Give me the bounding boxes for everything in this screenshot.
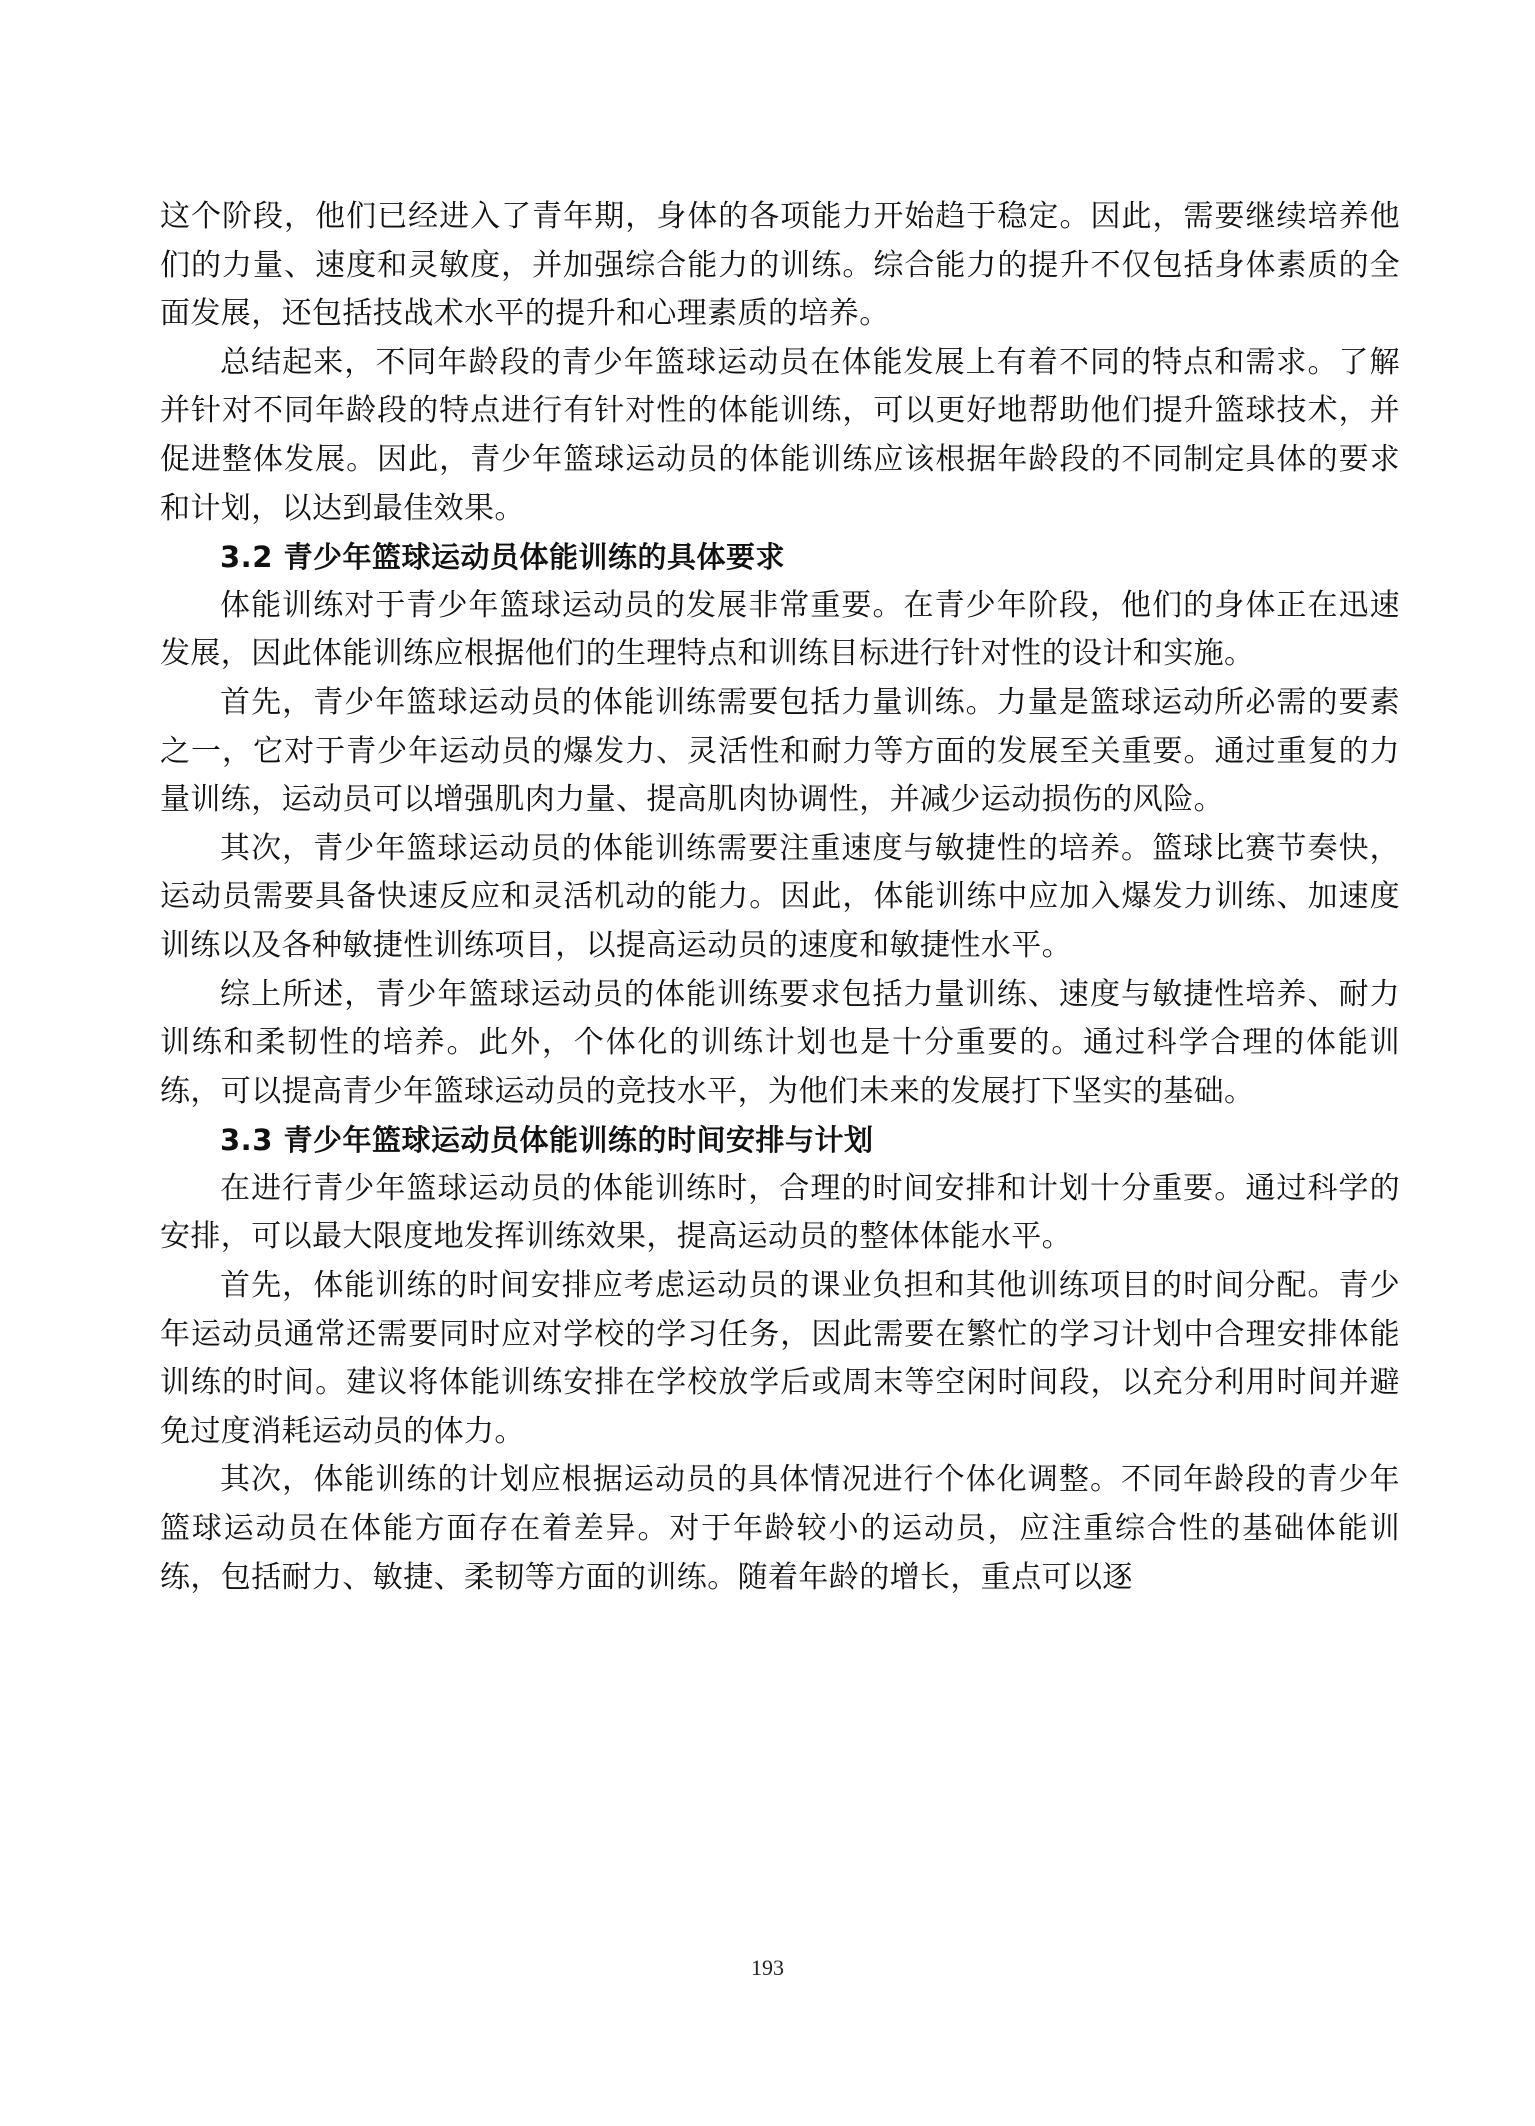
paragraph-schedule-intro: 在进行青少年篮球运动员的体能训练时，合理的时间安排和计划十分重要。通过科学的安排，可以最大限度地发挥训练效果，提高运动员的整体体能水平。 [160, 1170, 1400, 1255]
paragraph-continuation: 这个阶段，他们已经进入了青年期，身体的各项能力开始趋于稳定。因此，需要继续培养他们的力量、速度和灵敏度，并加强综合能力的训练。综合能力的提升不仅包括身体素质的全面发展，还包括技战术水平的提升和心理素质的培养。 [160, 199, 1400, 332]
page-number: 193 [751, 1955, 784, 1980]
paragraph-conclusion: 综上所述，青少年篮球运动员的体能训练要求包括力量训练、速度与敏捷性培养、耐力训练和柔韧性的培养。此外，个体化的训练计划也是十分重要的。通过科学合理的体能训练，可以提高青少年篮球运动员的竞技水平，为他们未来的发展打下坚实的基础。 [160, 976, 1400, 1109]
paragraph-summary: 总结起来，不同年龄段的青少年篮球运动员在体能发展上有着不同的特点和需求。了解并针对不同年龄段的特点进行有针对性的体能训练，可以更好地帮助他们提升篮球技术，并促进整体发展。因此，青少年篮球运动员的体能训练应该根据年龄段的不同制定具体的要求和计划，以达到最佳效果。 [160, 344, 1400, 526]
paragraph-strength: 首先，青少年篮球运动员的体能训练需要包括力量训练。力量是篮球运动所必需的要素之一，它对于青少年运动员的爆发力、灵活性和耐力等方面的发展至关重要。通过重复的力量训练，运动员可以增强肌肉力量、提高肌肉协调性，并减少运动损伤的风险。 [160, 684, 1400, 818]
section-heading-3-3: 3.3 青少年篮球运动员体能训练的时间安排与计划 [220, 1123, 874, 1158]
paragraph-speed-agility: 其次，青少年篮球运动员的体能训练需要注重速度与敏捷性的培养。篮球比赛节奏快，运动员需要具备快速反应和灵活机动的能力。因此，体能训练中应加入爆发力训练、加速度训练以及各种敏捷性训练项目，以提高运动员的速度和敏捷性水平。 [160, 830, 1400, 963]
paragraph-time-allocation: 首先，体能训练的时间安排应考虑运动员的课业负担和其他训练项目的时间分配。青少年运动员通常还需要同时应对学校的学习任务，因此需要在繁忙的学习计划中合理安排体能训练的时间。建议将体能训练安排在学校放学后或周末等空闲时间段，以充分利用时间并避免过度消耗运动员的体力。 [160, 1268, 1400, 1449]
section-heading-3-2: 3.2 青少年篮球运动员体能训练的具体要求 [220, 540, 785, 575]
paragraph-importance: 体能训练对于青少年篮球运动员的发展非常重要。在青少年阶段，他们的身体正在迅速发展，因此体能训练应根据他们的生理特点和训练目标进行针对性的设计和实施。 [160, 587, 1400, 672]
body-text [160, 193, 1400, 1602]
paragraph-individualization: 其次，体能训练的计划应根据运动员的具体情况进行个体化调整。不同年龄段的青少年篮球运动员在体能方面存在着差异。对于年龄较小的运动员，应注重综合性的基础体能训练，包括耐力、敏捷、柔韧等方面的训练。随着年龄的增长，重点可以逐 [160, 1462, 1400, 1595]
